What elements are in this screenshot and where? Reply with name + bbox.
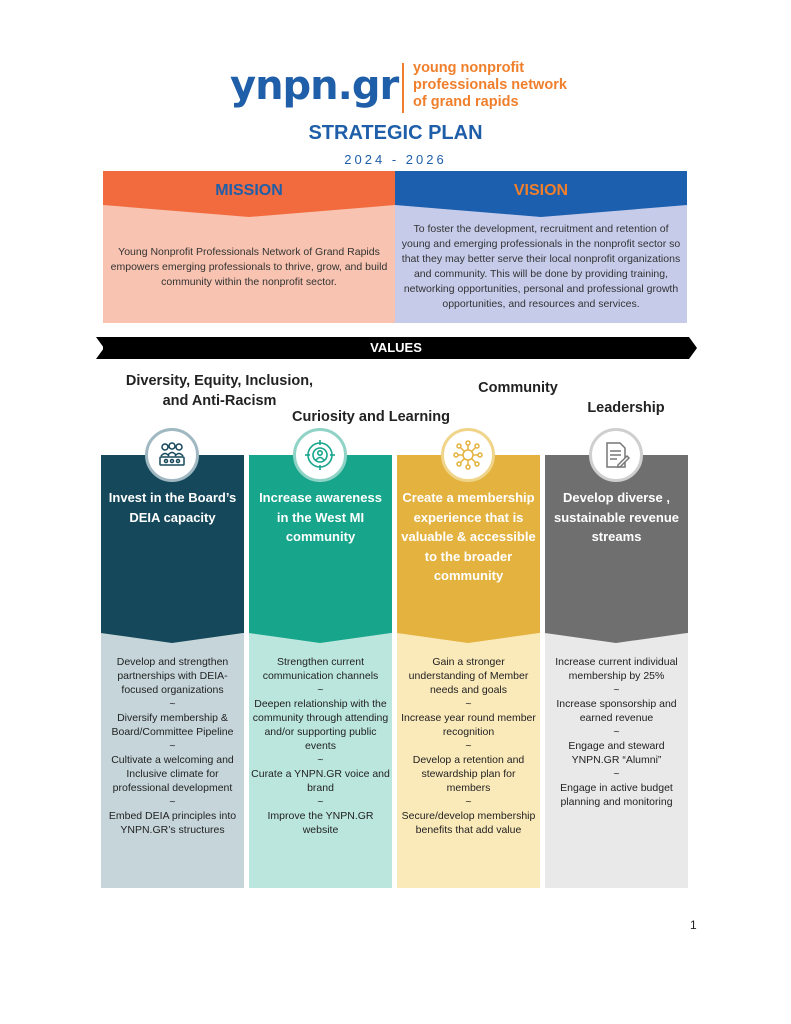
separator: ~ (169, 796, 176, 808)
mission-heading: MISSION (215, 182, 283, 199)
goal-title: Invest in the Board’s DEIA capacity (108, 490, 237, 525)
values-banner-point-right (689, 337, 697, 359)
value-deia-line1: Diversity, Equity, Inclusion, (125, 373, 314, 389)
mission-text: Young Nonprofit Professionals Network of Grand Rapids empowers emerging professionals to thrive, grow, and build community within the nonprofit sector. (110, 245, 388, 288)
list-item: Strengthen current communication channels (262, 656, 379, 682)
list-item: Embed DEIA principles into YNPN.GR’s structures (108, 810, 237, 836)
value-community: Community (478, 380, 558, 396)
goal-column-revenue (545, 455, 688, 888)
values-banner: VALUES (103, 337, 689, 359)
goal-items (251, 655, 390, 837)
people-meeting-icon (145, 428, 199, 482)
list-item: Increase year round member recognition (401, 712, 536, 738)
logo-tagline (413, 60, 567, 111)
list-item: Deepen relationship with the community through attending and/or supporting public events (252, 698, 389, 752)
separator: ~ (465, 740, 472, 752)
separator: ~ (169, 740, 176, 752)
goal-arrow (397, 633, 539, 643)
page-number: 1 (690, 918, 697, 932)
logo-tagline-line: young nonprofit (413, 60, 525, 76)
separator: ~ (613, 768, 620, 780)
goal-column-membership (397, 455, 540, 888)
separator: ~ (613, 726, 620, 738)
goal-title: Create a membership experience that is valuable & accessible to the broader community (401, 490, 536, 583)
goal-items (547, 655, 686, 809)
goal-column-awareness (249, 455, 392, 888)
list-item: Gain a stronger understanding of Member needs and goals (408, 656, 529, 696)
separator: ~ (317, 754, 324, 766)
list-item: Diversify membership & Board/Committee Pipeline (111, 712, 234, 738)
list-item: Curate a YNPN.GR voice and brand (251, 768, 390, 794)
vision-text: To foster the development, recruitment and retention of young and emerging professionals in the nonprofit sector so that they may better serve their local nonprofit organizations and community. This will be done by providing training, networking opportunities, personal and professional growth opportunities, and resources and services. (401, 223, 681, 310)
vision-arrow (395, 205, 687, 217)
goal-title: Increase awareness in the West MI community (259, 490, 382, 544)
goal-items (103, 655, 242, 837)
separator: ~ (613, 684, 620, 696)
mission-header (103, 171, 395, 205)
goal-title: Develop diverse , sustainable revenue streams (554, 490, 679, 544)
list-item: Secure/develop membership benefits that add value (401, 810, 536, 836)
goal-arrow (101, 633, 243, 643)
mission-arrow (103, 205, 395, 217)
goal-arrow (249, 633, 391, 643)
separator: ~ (465, 698, 472, 710)
vision-header (395, 171, 687, 205)
mission-panel (103, 171, 395, 323)
list-item: Develop and strengthen partnerships with DEIA-focused organizations (116, 656, 229, 696)
list-item: Increase sponsorship and earned revenue (556, 698, 677, 724)
list-item: Increase current individual membership by 25% (555, 656, 678, 682)
page-title: STRATEGIC PLAN (308, 122, 483, 144)
logo-tagline-line: of grand rapids (413, 94, 519, 110)
goal-column-deia (101, 455, 244, 888)
value-deia-line2: and Anti-Racism (162, 393, 277, 409)
logo-wordmark: ynpn.gr (230, 63, 399, 109)
list-item: Engage in active budget planning and monitoring (560, 782, 673, 808)
separator: ~ (465, 796, 472, 808)
value-curiosity: Curiosity and Learning (292, 409, 450, 425)
logo-tagline-line: professionals network (413, 77, 567, 93)
network-hub-icon (441, 428, 495, 482)
separator: ~ (317, 684, 324, 696)
vision-panel (395, 171, 687, 323)
plan-years: 2024 - 2026 (344, 152, 447, 167)
goal-arrow (545, 633, 687, 643)
value-deia (112, 371, 327, 411)
list-item: Develop a retention and stewardship plan for members (412, 754, 525, 794)
list-item: Improve the YNPN.GR website (267, 810, 374, 836)
list-item: Cultivate a welcoming and Inclusive climate for professional development (111, 754, 234, 794)
document-edit-icon (589, 428, 643, 482)
logo-divider (402, 63, 404, 113)
goal-items (399, 655, 538, 837)
list-item: Engage and steward YNPN.GR “Alumni” (568, 740, 665, 766)
target-person-icon (293, 428, 347, 482)
vision-heading: VISION (513, 182, 569, 199)
separator: ~ (169, 698, 176, 710)
logo (0, 55, 791, 115)
value-leadership: Leadership (587, 400, 665, 416)
separator: ~ (317, 796, 324, 808)
